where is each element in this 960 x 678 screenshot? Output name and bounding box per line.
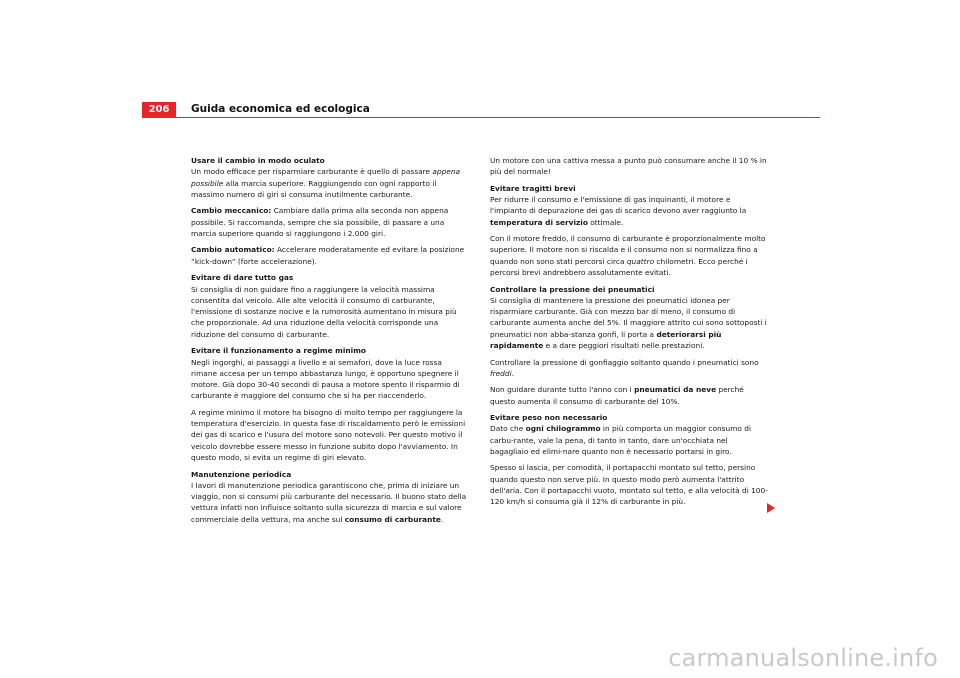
paragraph: I lavori di manutenzione periodica garantiscono che, prima di iniziare un viaggio, non si consumi più carburante del necessario. Il buono stato della vettura infatti non influisce soltanto sulla sicurezza di marcia e sul valore commerciale della vettura, ma anche sul consumo di carburante.	[191, 480, 467, 524]
watermark: carmanualsonline.info	[668, 644, 938, 672]
next-page-arrow-icon[interactable]	[767, 503, 775, 513]
section-heading-idling: Evitare il funzionamento a regime minimo	[191, 346, 366, 356]
right-column	[490, 155, 768, 513]
paragraph: Un motore con una cattiva messa a punto può consumare anche il 10 % in più del normale!	[490, 156, 767, 177]
paragraph: Con il motore freddo, il consumo di carburante è proporzionalmente molto superiore. Il motore non si riscalda e il consumo non si normalizza fino a quando non sono stati percorsi circa quattro chilometri. Ecco perché i percorsi brevi andrebbero assolutamente evitati.	[490, 234, 766, 278]
paragraph: Spesso si lascia, per comodità, il portapacchi montato sul tetto, persino quando questo non serve più. In questo modo però aumenta l'attrito dell'aria. Con il portapacchi vuoto, montato sul tetto, e alla velocità di 100-120 km/h si consuma già il 12% di carburante in più.	[490, 463, 768, 507]
paragraph: Non guidare durante tutto l'anno con i pneumatici da neve perché questo aumenta il consumo di carburante del 10%.	[490, 385, 744, 406]
paragraph: Controllare la pressione di gonfiaggio soltanto quando i pneumatici sono freddi.	[490, 357, 759, 378]
paragraph: Un modo efficace per risparmiare carburante è quello di passare appena possibile alla marcia superiore. Raggiungendo con ogni rapporto il massimo numero di giri si consuma inutilmente carburante.	[191, 167, 461, 199]
paragraph: Si consiglia di mantenere la pressione dei pneumatici idonea per risparmiare carburante. Già con mezzo bar di meno, il consumo di carburante aumenta anche del 5%. Il maggiore attrito cui sono sottoposti i pneumatici non abba-stanza gonfi, li porta a deteriorarsi più rapidamente e a dare peggiori risultati nelle prestazioni.	[490, 295, 767, 351]
left-column	[191, 155, 469, 530]
section-heading-full-throttle: Evitare di dare tutto gas	[191, 273, 294, 283]
header-divider	[142, 117, 820, 118]
section-heading-weight: Evitare peso non necessario	[490, 413, 608, 423]
page-title: Guida economica ed ecologica	[191, 103, 370, 115]
paragraph: Cambio automatico: Accelerare moderatamente ed evitare la posizione “kick-down” (forte accelerazione).	[191, 245, 465, 266]
paragraph: Cambio meccanico: Cambiare dalla prima alla seconda non appena possibile. Si raccomanda, sempre che sia possibile, di passare a una marcia superiore quando si raggiungono i 2.000 giri.	[191, 206, 449, 238]
section-heading-short-trips: Evitare tragitti brevi	[490, 183, 576, 193]
paragraph: Si consiglia di non guidare fino a raggiungere la velocità massima consentita dal veicolo. Alle alte velocità il consumo di carburante, l'emissione di sostanze nocive e la rumorosità aumentano in misura più che proporzionale. Ad una riduzione della velocità corrisponde una riduzione del consumo di carburante.	[191, 284, 457, 339]
page-number-badge: 206	[142, 102, 176, 117]
paragraph: Dato che ogni chilogrammo in più comporta un maggior consumo di carbu-rante, vale la pena, di tanto in tanto, dare un'occhiata nel bagagliaio ed elimi-nare quanto non è necessario portarsi in giro.	[490, 424, 752, 456]
section-heading-gear-use: Usare il cambio in modo oculato	[191, 156, 325, 165]
paragraph: Negli ingorghi, ai passaggi a livello e ai semafori, dove la luce rossa rimane accesa per un tempo abbastanza lungo, è opportuno spegnere il motore. Già dopo 30-40 secondi di pausa a motore spento il risparmio di carburante è maggiore del consumo che si ha per riaccenderlo.	[191, 357, 460, 401]
section-heading-tyre-pressure: Controllare la pressione dei pneumatici	[490, 284, 655, 294]
section-heading-maintenance: Manutenzione periodica	[191, 469, 292, 479]
paragraph: A regime minimo il motore ha bisogno di molto tempo per raggiungere la temperatura d'esercizio. In questa fase di riscaldamento però le emissioni dei gas di scarico e l'usura del motore sono notevoli. Per questo motivo il veicolo dovrebbe essere messo in funzione subito dopo l'avviamento. In questo modo, si evita un regime di giri elevato.	[191, 407, 466, 463]
paragraph: Per ridurre il consumo e l'emissione di gas inquinanti, il motore e l'impianto di depurazione dei gas di scarico devono aver raggiunto la temperatura di servizio ottimale.	[490, 195, 747, 227]
